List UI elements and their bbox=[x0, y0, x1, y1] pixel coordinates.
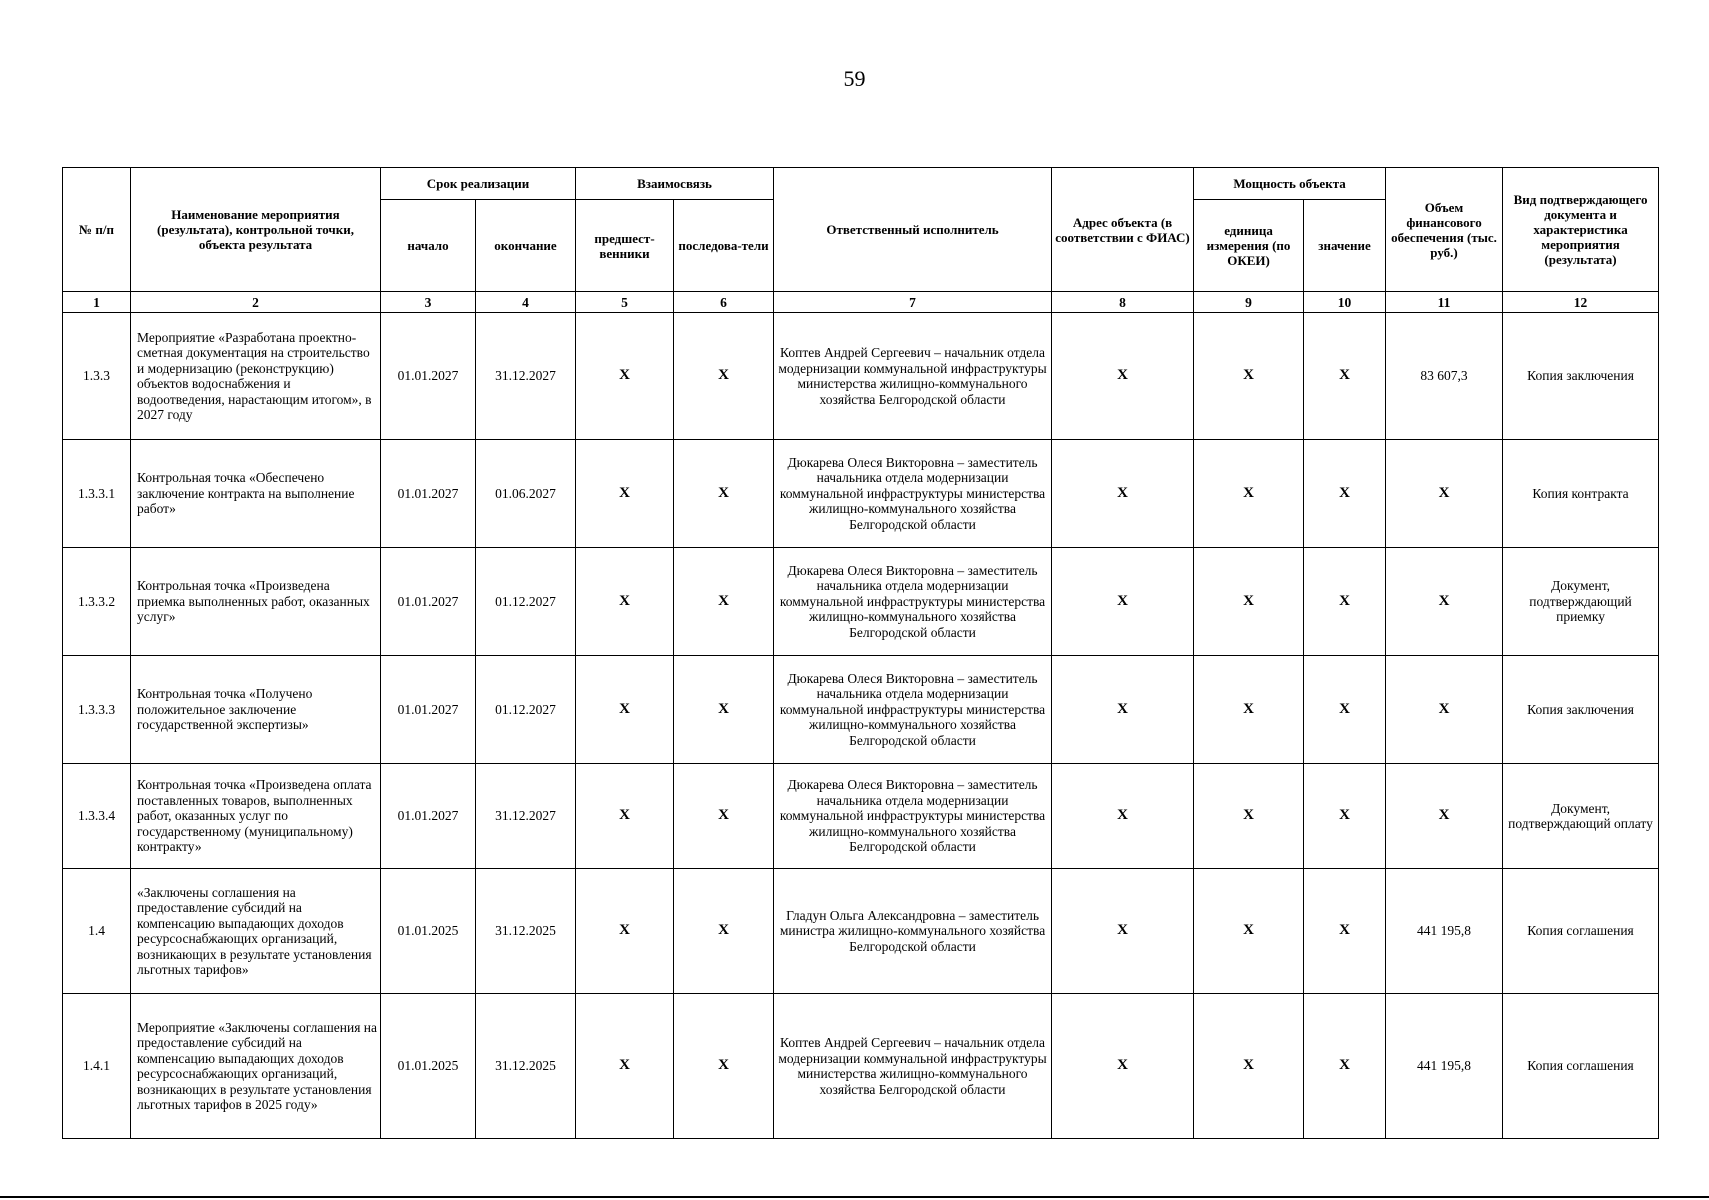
row-unit: Х bbox=[1194, 764, 1304, 869]
row-successors: Х bbox=[674, 994, 774, 1139]
row-num: 1.3.3.4 bbox=[63, 764, 131, 869]
row-name: «Заключены соглашения на предоставление субсидий на компенсацию выпадающих доходов ресурсоснабжающих организаций, возникающих в результате установления льготных тарифов» bbox=[131, 869, 381, 994]
row-unit: Х bbox=[1194, 440, 1304, 548]
header-executor: Ответственный исполнитель bbox=[774, 168, 1052, 292]
column-number: 6 bbox=[674, 292, 774, 313]
row-name: Контрольная точка «Произведена приемка выполненных работ, оказанных услуг» bbox=[131, 548, 381, 656]
header-value: значение bbox=[1304, 200, 1386, 292]
row-end: 31.12.2025 bbox=[476, 994, 576, 1139]
row-start: 01.01.2027 bbox=[381, 656, 476, 764]
column-number: 2 bbox=[131, 292, 381, 313]
row-address: Х bbox=[1052, 440, 1194, 548]
row-successors: Х bbox=[674, 869, 774, 994]
row-successors: Х bbox=[674, 764, 774, 869]
column-number: 5 bbox=[576, 292, 674, 313]
row-address: Х bbox=[1052, 548, 1194, 656]
row-doc: Документ, подтверждающий приемку bbox=[1503, 548, 1659, 656]
row-unit: Х bbox=[1194, 548, 1304, 656]
activities-table bbox=[62, 167, 1659, 1139]
row-unit: Х bbox=[1194, 994, 1304, 1139]
row-value: Х bbox=[1304, 656, 1386, 764]
column-number: 10 bbox=[1304, 292, 1386, 313]
header-relation: Взаимосвязь bbox=[576, 168, 774, 200]
row-num: 1.4.1 bbox=[63, 994, 131, 1139]
row-predecessors: Х bbox=[576, 869, 674, 994]
row-num: 1.3.3.3 bbox=[63, 656, 131, 764]
row-doc: Копия соглашения bbox=[1503, 869, 1659, 994]
row-successors: Х bbox=[674, 440, 774, 548]
row-name: Мероприятие «Разработана проектно-сметная документация на строительство и модернизацию (реконструкцию) объектов водоснабжения и водоотведения, нарастающим итогом», в 2027 году bbox=[131, 313, 381, 440]
row-name: Контрольная точка «Обеспечено заключение контракта на выполнение работ» bbox=[131, 440, 381, 548]
row-finance: 441 195,8 bbox=[1386, 994, 1503, 1139]
row-successors: Х bbox=[674, 656, 774, 764]
row-address: Х bbox=[1052, 994, 1194, 1139]
row-finance: Х bbox=[1386, 440, 1503, 548]
header-unit: единица измерения (по ОКЕИ) bbox=[1194, 200, 1304, 292]
row-finance: Х bbox=[1386, 548, 1503, 656]
row-name: Мероприятие «Заключены соглашения на предоставление субсидий на компенсацию выпадающих доходов ресурсоснабжающих организаций, возникающих в результате установления льготных тарифов в 2025 году» bbox=[131, 994, 381, 1139]
column-number: 9 bbox=[1194, 292, 1304, 313]
header-successors: последова-тели bbox=[674, 200, 774, 292]
table-row bbox=[63, 994, 1659, 1139]
column-number: 1 bbox=[63, 292, 131, 313]
table-row bbox=[63, 764, 1659, 869]
row-executor: Дюкарева Олеся Викторовна – заместитель начальника отдела модернизации коммунальной инфраструктуры министерства жилищно-коммунального хозяйства Белгородской области bbox=[774, 656, 1052, 764]
row-doc: Копия заключения bbox=[1503, 656, 1659, 764]
row-unit: Х bbox=[1194, 869, 1304, 994]
row-end: 01.12.2027 bbox=[476, 656, 576, 764]
row-finance: 441 195,8 bbox=[1386, 869, 1503, 994]
header-capacity: Мощность объекта bbox=[1194, 168, 1386, 200]
header-period: Срок реализации bbox=[381, 168, 576, 200]
row-value: Х bbox=[1304, 548, 1386, 656]
row-doc: Документ, подтверждающий оплату bbox=[1503, 764, 1659, 869]
row-executor: Дюкарева Олеся Викторовна – заместитель начальника отдела модернизации коммунальной инфраструктуры министерства жилищно-коммунального хозяйства Белгородской области bbox=[774, 764, 1052, 869]
column-number: 12 bbox=[1503, 292, 1659, 313]
row-predecessors: Х bbox=[576, 764, 674, 869]
row-num: 1.3.3.1 bbox=[63, 440, 131, 548]
row-executor: Дюкарева Олеся Викторовна – заместитель начальника отдела модернизации коммунальной инфраструктуры министерства жилищно-коммунального хозяйства Белгородской области bbox=[774, 548, 1052, 656]
row-finance: Х bbox=[1386, 764, 1503, 869]
row-doc: Копия контракта bbox=[1503, 440, 1659, 548]
row-doc: Копия соглашения bbox=[1503, 994, 1659, 1139]
column-number: 8 bbox=[1052, 292, 1194, 313]
column-number: 11 bbox=[1386, 292, 1503, 313]
row-name: Контрольная точка «Произведена оплата поставленных товаров, выполненных работ, оказанных услуг по государственному (муниципальному) контракту» bbox=[131, 764, 381, 869]
column-number: 3 bbox=[381, 292, 476, 313]
row-address: Х bbox=[1052, 313, 1194, 440]
page-edge-line bbox=[0, 1196, 1709, 1198]
row-successors: Х bbox=[674, 313, 774, 440]
row-num: 1.3.3 bbox=[63, 313, 131, 440]
row-name: Контрольная точка «Получено положительное заключение государственной экспертизы» bbox=[131, 656, 381, 764]
row-address: Х bbox=[1052, 656, 1194, 764]
row-end: 31.12.2027 bbox=[476, 313, 576, 440]
table-row bbox=[63, 548, 1659, 656]
header-num: № п/п bbox=[63, 168, 131, 292]
row-predecessors: Х bbox=[576, 656, 674, 764]
header-end: окончание bbox=[476, 200, 576, 292]
row-value: Х bbox=[1304, 440, 1386, 548]
row-value: Х bbox=[1304, 869, 1386, 994]
row-unit: Х bbox=[1194, 313, 1304, 440]
row-start: 01.01.2027 bbox=[381, 313, 476, 440]
row-end: 01.12.2027 bbox=[476, 548, 576, 656]
table-row bbox=[63, 656, 1659, 764]
header-address: Адрес объекта (в соответствии с ФИАС) bbox=[1052, 168, 1194, 292]
row-value: Х bbox=[1304, 994, 1386, 1139]
row-executor: Коптев Андрей Сергеевич – начальник отдела модернизации коммунальной инфраструктуры министерства жилищно-коммунального хозяйства Белгородской области bbox=[774, 313, 1052, 440]
header-start: начало bbox=[381, 200, 476, 292]
header-name: Наименование мероприятия (результата), контрольной точки, объекта результата bbox=[131, 168, 381, 292]
page-number: 59 bbox=[843, 66, 866, 91]
row-end: 31.12.2027 bbox=[476, 764, 576, 869]
row-executor: Дюкарева Олеся Викторовна – заместитель начальника отдела модернизации коммунальной инфраструктуры министерства жилищно-коммунального хозяйства Белгородской области bbox=[774, 440, 1052, 548]
row-predecessors: Х bbox=[576, 548, 674, 656]
row-address: Х bbox=[1052, 869, 1194, 994]
row-num: 1.3.3.2 bbox=[63, 548, 131, 656]
row-num: 1.4 bbox=[63, 869, 131, 994]
table-row bbox=[63, 440, 1659, 548]
row-executor: Коптев Андрей Сергеевич – начальник отдела модернизации коммунальной инфраструктуры министерства жилищно-коммунального хозяйства Белгородской области bbox=[774, 994, 1052, 1139]
header-predecessors: предшест-венники bbox=[576, 200, 674, 292]
column-number: 7 bbox=[774, 292, 1052, 313]
column-number: 4 bbox=[476, 292, 576, 313]
row-address: Х bbox=[1052, 764, 1194, 869]
row-start: 01.01.2027 bbox=[381, 548, 476, 656]
row-start: 01.01.2025 bbox=[381, 869, 476, 994]
row-unit: Х bbox=[1194, 656, 1304, 764]
row-finance: Х bbox=[1386, 656, 1503, 764]
table-row bbox=[63, 313, 1659, 440]
row-start: 01.01.2027 bbox=[381, 440, 476, 548]
header-finance: Объем финансового обеспечения (тыс. руб.) bbox=[1386, 168, 1503, 292]
row-end: 31.12.2025 bbox=[476, 869, 576, 994]
row-end: 01.06.2027 bbox=[476, 440, 576, 548]
row-executor: Гладун Ольга Александровна – заместитель министра жилищно-коммунального хозяйства Белгородской области bbox=[774, 869, 1052, 994]
header-doc-type: Вид подтверждающего документа и характеристика мероприятия (результата) bbox=[1503, 168, 1659, 292]
row-value: Х bbox=[1304, 313, 1386, 440]
row-start: 01.01.2027 bbox=[381, 764, 476, 869]
row-doc: Копия заключения bbox=[1503, 313, 1659, 440]
row-predecessors: Х bbox=[576, 994, 674, 1139]
row-value: Х bbox=[1304, 764, 1386, 869]
row-predecessors: Х bbox=[576, 313, 674, 440]
row-predecessors: Х bbox=[576, 440, 674, 548]
row-start: 01.01.2025 bbox=[381, 994, 476, 1139]
table-row bbox=[63, 869, 1659, 994]
row-successors: Х bbox=[674, 548, 774, 656]
row-finance: 83 607,3 bbox=[1386, 313, 1503, 440]
